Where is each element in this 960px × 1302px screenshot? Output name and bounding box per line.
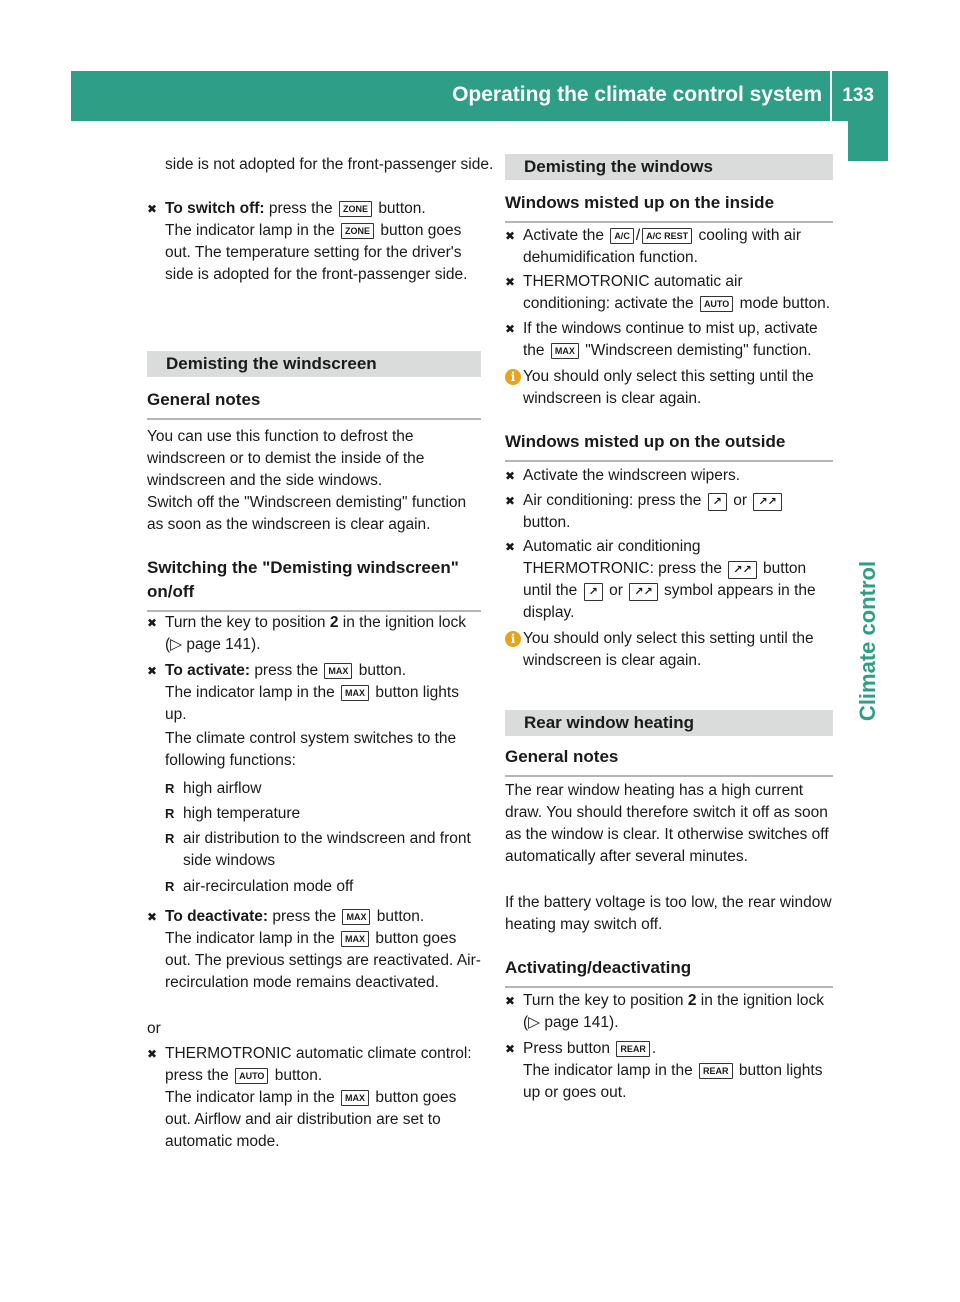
airflow-distribution-icon: ↗↗ (728, 561, 756, 579)
text: THERMOTRONIC automatic climate control: press the (165, 1045, 472, 1084)
max-defrost-button-icon: MAX (341, 931, 369, 947)
chapter-tab-label: Climate control (855, 560, 880, 722)
defrost-airflow-icon: ↗↗ (629, 583, 657, 601)
text: or (733, 492, 747, 509)
rear-defrost-button-icon: REAR (699, 1063, 733, 1079)
paragraph: The climate control system switches to the following functions: (165, 730, 457, 769)
step: ✖ Activate the A/C / A/C REST cooling with air dehumidification function. (505, 225, 833, 269)
zone-button-icon: ZONE (341, 223, 374, 239)
text: button. (376, 908, 425, 925)
max-defrost-button-icon: MAX (341, 685, 369, 701)
page-title: Operating the climate control system (452, 83, 822, 106)
section-heading: Windows misted up on the outside (505, 430, 833, 462)
text: press the (272, 908, 337, 925)
text: You should only select this setting until the windscreen is clear again. (523, 368, 814, 407)
step-label: To activate: (165, 662, 250, 679)
text: button. (274, 1067, 323, 1084)
text: or (609, 582, 623, 599)
step (505, 271, 833, 315)
text: The indicator lamp in the (165, 1089, 335, 1106)
defrost-airflow-icon: ↗ (708, 493, 727, 511)
chapter-tab (848, 121, 888, 1181)
section-band: Rear window heating (505, 710, 833, 736)
position-number: 2 (687, 992, 697, 1009)
paragraph: The rear window heating has a high current draw. You should therefore switch it off as soon as the window is clear. It otherwise switches off automatically after several minutes. (505, 782, 829, 865)
zone-button-icon: ZONE (339, 201, 372, 217)
header-separator (830, 71, 832, 121)
section-band: Demisting the windscreen (147, 351, 481, 377)
bullet-item: R air-recirculation mode off (147, 876, 481, 898)
text: in the ignition lock (▷ page 141). (165, 614, 467, 653)
rear-defrost-button-icon: REAR (616, 1041, 650, 1057)
text: button. (358, 662, 407, 679)
text: The indicator lamp in the (165, 222, 335, 239)
text: mode button. (739, 295, 831, 312)
text: The indicator lamp in the (165, 930, 335, 947)
text: Activate the (523, 227, 604, 244)
text: button goes out. The temperature setting for the driver's side is adopted for the front-passenger side. (165, 222, 468, 283)
text: button goes out. The previous settings are reactivated. Air-recirculation mode remains deactivated. (165, 930, 481, 991)
bullet-item: R high temperature (147, 803, 481, 825)
section-heading: Activating/deactivating (505, 956, 833, 988)
bullet-item: R air distribution to the windscreen and front side windows (147, 828, 481, 872)
auto-button-icon: AUTO (235, 1068, 268, 1084)
section-band: Demisting the windows (505, 154, 833, 180)
text: cooling with air dehumidification function. (523, 227, 801, 266)
text: The indicator lamp in the (523, 1062, 693, 1079)
step-label: To deactivate: (165, 908, 269, 925)
text: The indicator lamp in the (165, 684, 335, 701)
text: button. (378, 200, 426, 217)
or-label: or (147, 1020, 161, 1037)
max-defrost-button-icon: MAX (342, 909, 370, 925)
section-heading: General notes (147, 388, 481, 420)
step (505, 536, 833, 624)
defrost-airflow-icon: ↗↗ (753, 493, 781, 511)
step-deactivate (147, 906, 481, 994)
ac-rest-button-icon: A/C REST (642, 228, 692, 244)
text: If the windows continue to mist up, activate the (523, 320, 818, 359)
text: Turn the key to position (165, 614, 326, 631)
text: button goes out. Airflow and air distribution are set to automatic mode. (165, 1089, 457, 1150)
step-switch-off (147, 198, 481, 286)
auto-button-icon: AUTO (700, 296, 733, 312)
text: You should only select this setting until the windscreen is clear again. (523, 630, 814, 669)
text: press the (268, 200, 333, 217)
paragraph: If the battery voltage is too low, the rear window heating may switch off. (505, 894, 832, 933)
step (505, 990, 833, 1034)
text: button until the (523, 560, 807, 599)
paragraph: Switch off the "Windscreen demisting" function as soon as the windscreen is clear again. (147, 494, 467, 533)
text: "Windscreen demisting" function. (585, 342, 812, 359)
text: Automatic air conditioning THERMOTRONIC: press the (523, 538, 722, 577)
paragraph: side is not adopted for the front-passenger side. (165, 156, 494, 173)
text: in the ignition lock (▷ page 141). (523, 992, 825, 1031)
step: ✖ Activate the windscreen wipers. (505, 465, 833, 487)
text: symbol appears in the display. (523, 582, 816, 621)
step (147, 612, 481, 656)
max-defrost-button-icon: MAX (324, 663, 352, 679)
step (505, 1038, 833, 1104)
step (505, 490, 833, 534)
info-note (505, 628, 833, 672)
max-defrost-button-icon: MAX (551, 343, 579, 359)
text: button. (523, 514, 571, 531)
section-heading: General notes (505, 745, 833, 777)
text: . (651, 1040, 657, 1057)
text: Air conditioning: press the (523, 492, 702, 509)
info-icon: i (505, 369, 521, 385)
ac-button-icon: A/C (610, 228, 634, 244)
info-icon: i (505, 631, 521, 647)
step-label: To switch off: (165, 200, 265, 217)
info-note (505, 366, 833, 410)
text: press the (254, 662, 319, 679)
bullet-item: R high airflow (147, 778, 481, 800)
text: Press button (523, 1040, 611, 1057)
text: THERMOTRONIC automatic air conditioning: activate the (523, 273, 743, 312)
step (505, 318, 833, 362)
defrost-airflow-icon: ↗ (584, 583, 603, 601)
text: button lights up or goes out. (523, 1062, 823, 1101)
chapter-tab-marker (848, 121, 888, 161)
text: Turn the key to position (523, 992, 684, 1009)
step-thermotronic (147, 1043, 481, 1153)
section-heading: Windows misted up on the inside (505, 191, 833, 223)
paragraph: You can use this function to defrost the windscreen or to demist the inside of the windscreen and the side windows. (147, 428, 425, 489)
max-defrost-button-icon: MAX (341, 1090, 369, 1106)
step-activate (147, 660, 481, 726)
section-heading: Switching the "Demisting windscreen" on/off (147, 556, 481, 612)
page-number: 133 (842, 85, 874, 106)
position-number: 2 (329, 614, 339, 631)
text: button lights up. (165, 684, 459, 723)
header-bar (71, 71, 888, 121)
